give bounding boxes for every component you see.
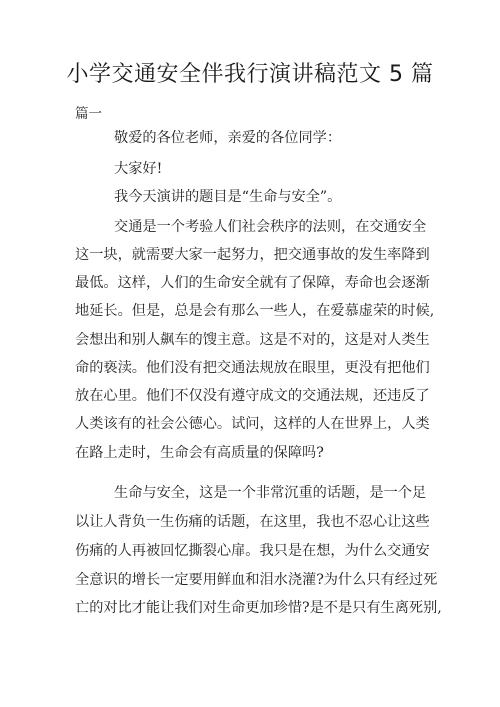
paragraph-line: 这一块，就需要大家一起努力，把交通事故的发生率降到 [75, 247, 430, 263]
paragraph-line: 我今天演讲的题目是“生命与安全”。 [114, 189, 342, 205]
paragraph-line: 交通是一个考验人们社会秩序的法则，在交通安全 [114, 219, 427, 235]
paragraph-line: 人类该有的社会公德心。试问，这样的人在世界上，人类 [75, 416, 430, 432]
paragraph-line: 最低。这样，人们的生命安全就有了保障，寿命也会逐渐 [75, 275, 430, 291]
section-label: 篇一 [75, 106, 102, 122]
paragraph-line: 敬爱的各位老师，亲爱的各位同学： [114, 130, 342, 146]
document-title: 小学交通安全伴我行演讲稿范文 5 篇 [66, 62, 434, 87]
paragraph-line: 大家好! [114, 161, 163, 177]
paragraph-line: 生命与安全，这是一个非常沉重的话题，是一个足 [114, 485, 427, 501]
paragraph-line: 在路上走时，生命会有高质量的保障吗? [75, 445, 324, 461]
paragraph-line: 会想出和别人飙车的馊主意。这是不对的，这是对人类生 [75, 332, 430, 348]
paragraph-line: 地延长。但是，总是会有那么一些人，在爱慕虚荣的时候, [75, 303, 435, 319]
paragraph-line: 伤痛的人再被回忆撕裂心扉。我只是在想，为什么交通安 [75, 543, 430, 559]
paragraph-line: 放在心里。他们不仅没有遵守成文的交通法规，还违反了 [75, 388, 430, 404]
paragraph-line: 全意识的增长一定要用鲜血和泪水浇灌?为什么只有经过死 [75, 572, 438, 588]
paragraph-line: 亡的对比才能让我们对生命更加珍惜?是不是只有生离死别, [75, 600, 442, 616]
paragraph-line: 命的亵渎。他们没有把交通法规放在眼里，更没有把他们 [75, 360, 430, 376]
paragraph-line: 以让人背负一生伤痛的话题，在这里，我也不忍心让这些 [75, 514, 430, 530]
